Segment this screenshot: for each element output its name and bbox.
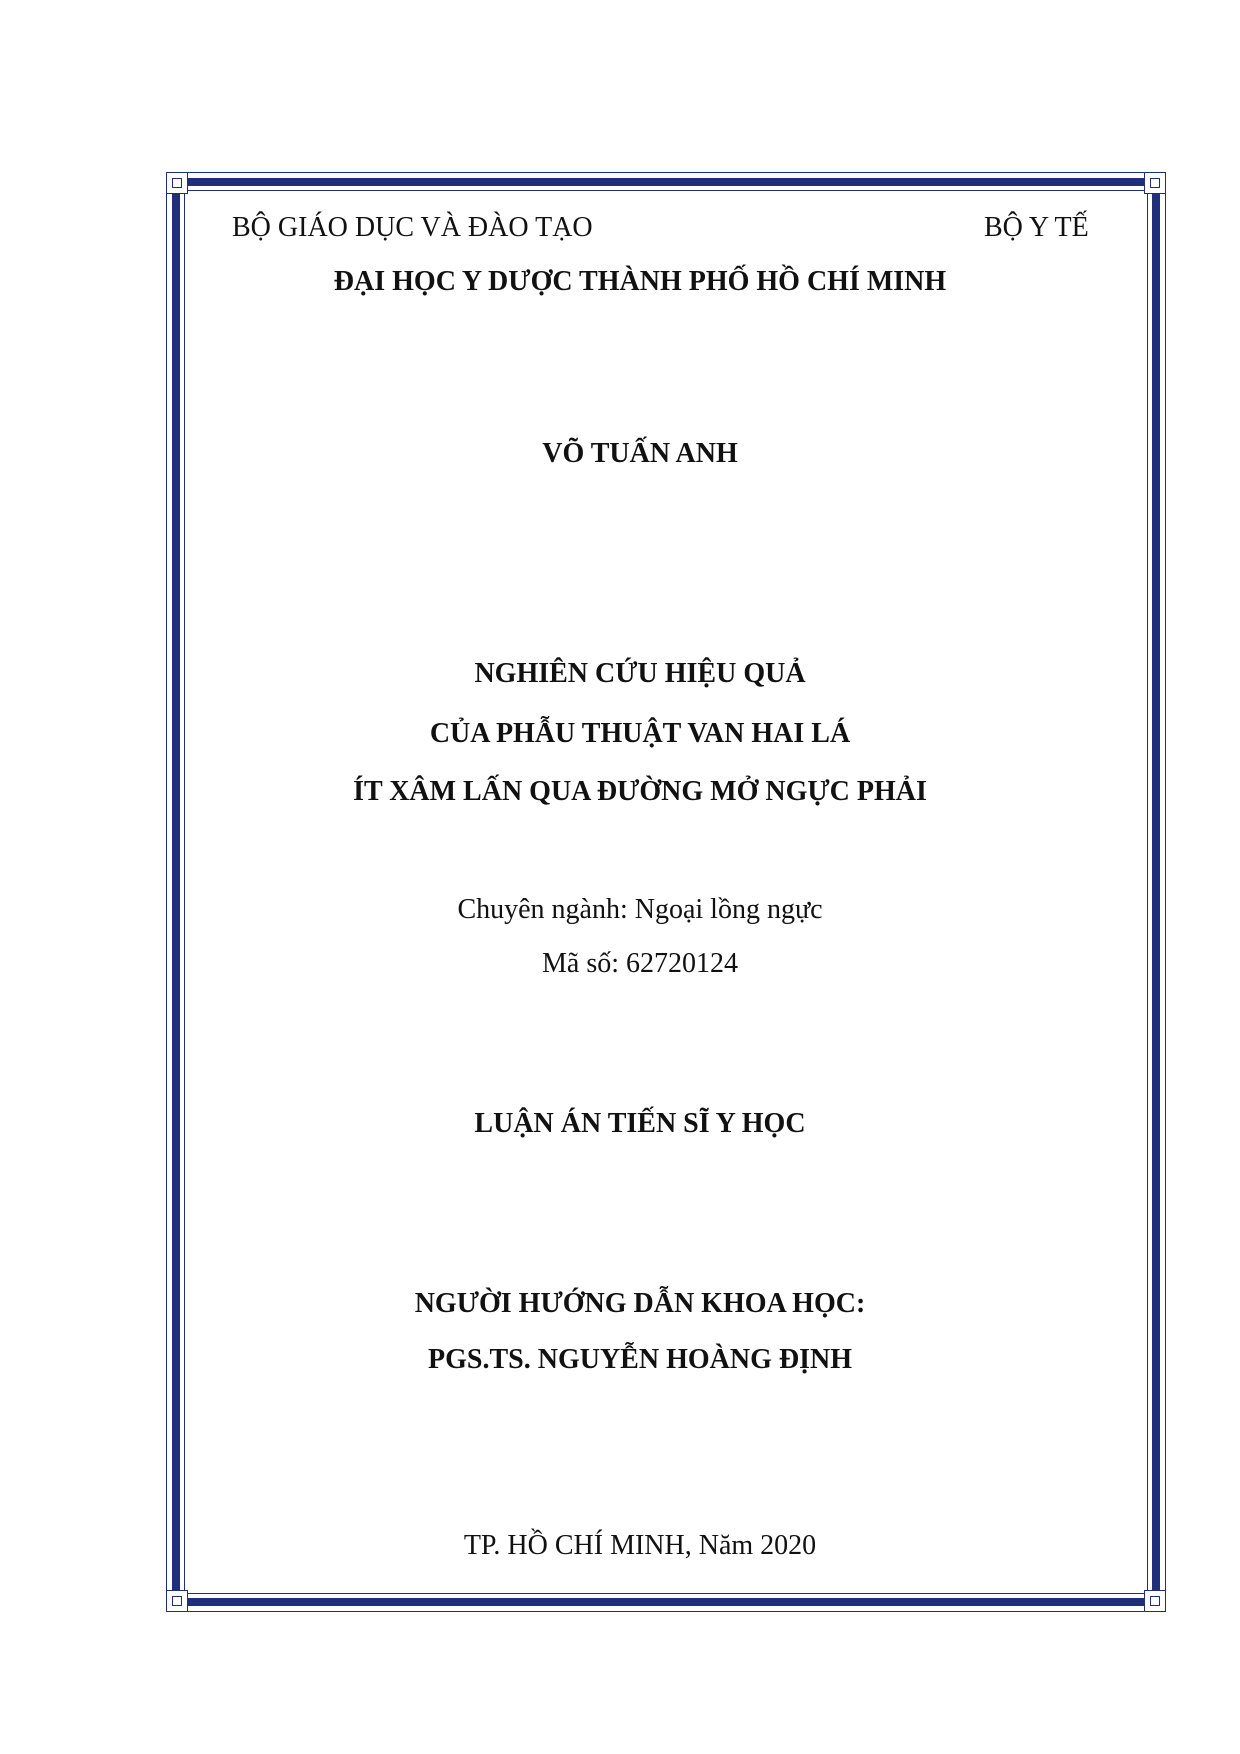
author-name: VÕ TUẤN ANH: [542, 438, 738, 469]
page-border-inner: [184, 190, 1148, 1594]
advisor-label: NGƯỜI HƯỚNG DẪN KHOA HỌC:: [414, 1288, 866, 1319]
place-and-year: TP. HỒ CHÍ MINH, Năm 2020: [463, 1530, 817, 1561]
corner-ornament-bottom-right: [1144, 1590, 1166, 1612]
ministry-health-label: BỘ Y TẾ: [984, 212, 1089, 243]
university-name: ĐẠI HỌC Y DƯỢC THÀNH PHỐ HỒ CHÍ MINH: [333, 266, 947, 297]
thesis-title-line-3: ÍT XÂM LẤN QUA ĐƯỜNG MỞ NGỰC PHẢI: [353, 776, 927, 807]
corner-ornament-bottom-left: [166, 1590, 188, 1612]
ministry-education-label: BỘ GIÁO DỤC VÀ ĐÀO TẠO: [232, 212, 593, 243]
advisor-name: PGS.TS. NGUYỄN HOÀNG ĐỊNH: [428, 1344, 852, 1375]
thesis-title-line-2: CỦA PHẪU THUẬT VAN HAI LÁ: [429, 718, 851, 749]
major-field: Chuyên ngành: Ngoại lồng ngực: [457, 894, 823, 925]
thesis-title-line-1: NGHIÊN CỨU HIỆU QUẢ: [474, 658, 806, 689]
degree-title: LUẬN ÁN TIẾN SĨ Y HỌC: [474, 1108, 806, 1139]
corner-ornament-top-left: [166, 172, 188, 194]
major-code: Mã số: 62720124: [542, 948, 738, 979]
corner-ornament-top-right: [1144, 172, 1166, 194]
